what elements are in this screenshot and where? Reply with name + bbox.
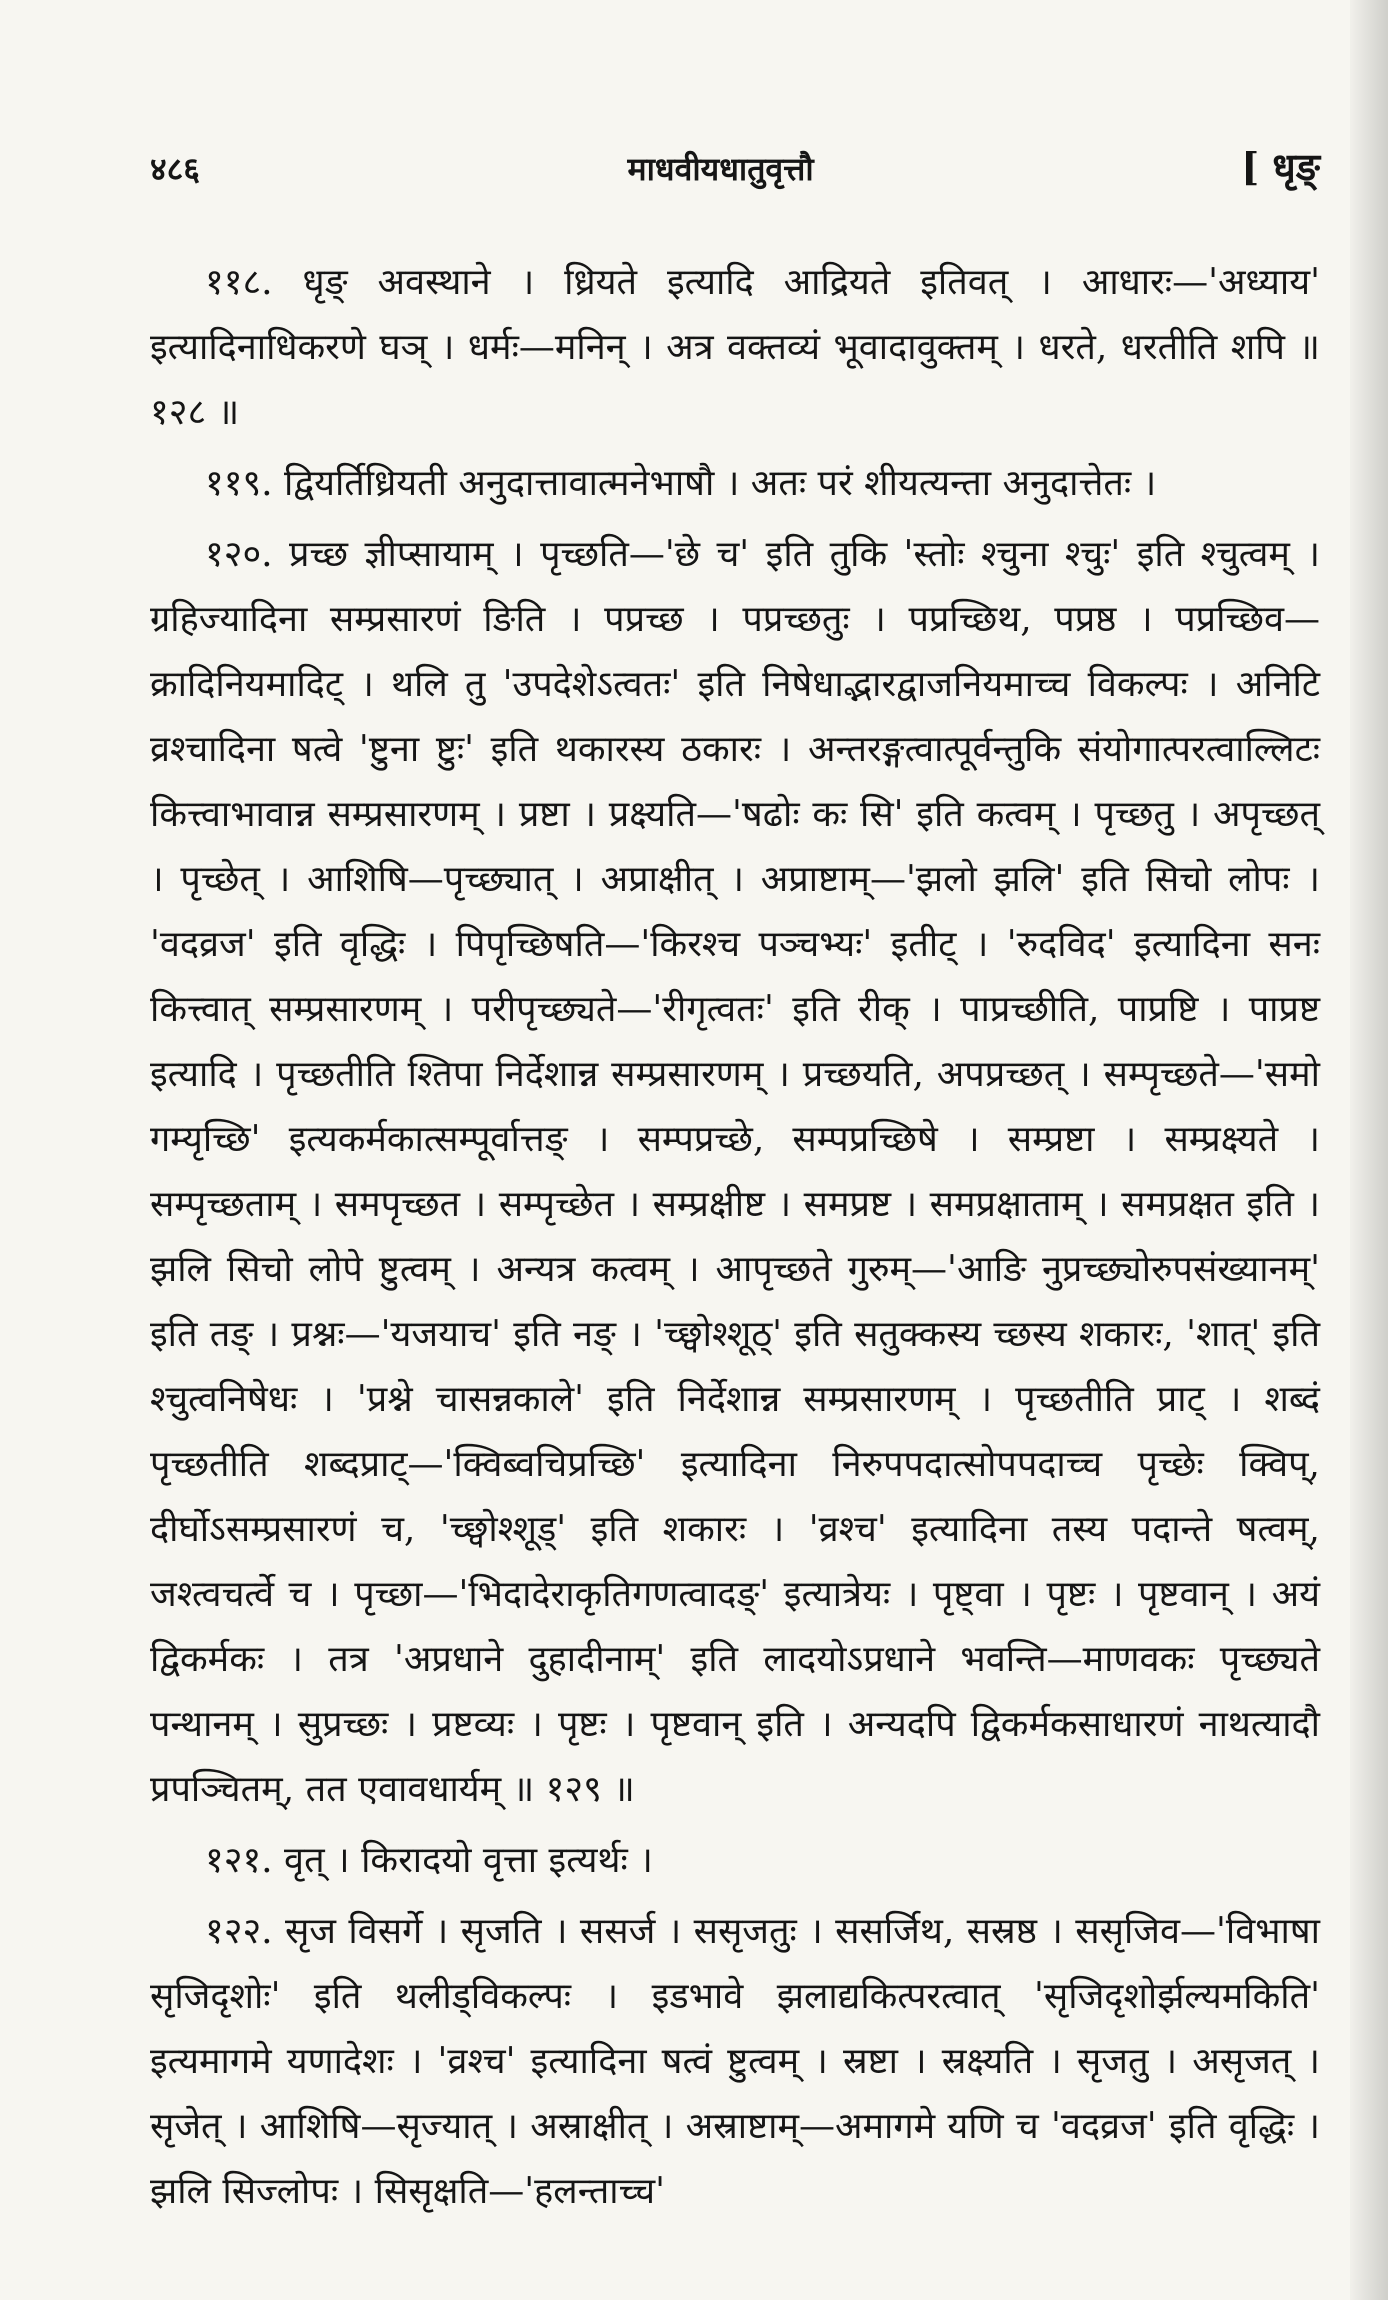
section-marker: [ धृङ् xyxy=(1241,144,1320,189)
page-edge-shadow xyxy=(1350,0,1388,2300)
paragraph-121: १२१. वृत् । किरादयो वृत्ता इत्यर्थः । xyxy=(205,1840,653,1881)
text-body xyxy=(150,250,1320,2224)
paragraph-119: ११९. द्वियर्तिध्रियती अनुदात्तावात्मनेभाषौ । अतः परं शीयत्यन्ता अनुदात्तेतः । xyxy=(205,463,1157,504)
page-number: ४८६ xyxy=(150,150,200,188)
paragraph-122: १२२. सृज विसर्गे । सृजति । ससर्ज । ससृजतुः । ससर्जिथ, सस्रष्ठ । ससृजिव—'विभाषा सृजिदृशोः' इति थलीड्विकल्पः । इडभावे झलाद्यकित्परत्वात् 'सृजिदृशोर्झल्यमकिति' इत्यमागमे यणादेशः । 'व्रश्च' इत्यादिना षत्वं ष्टुत्वम् । स्रष्टा । स्रक्ष्यति । सृजतु । असृजत् । सृजेत् । आशिषि—सृज्यात् । अस्राक्षीत् । अस्राष्टाम्—अमागमे यणि च 'वदव्रज' इति वृद्धिः । झलि सिज्लोपः । सिसृक्षति—'हलन्ताच्च' xyxy=(150,1911,1320,2212)
paragraph-120: १२०. प्रच्छ ज्ञीप्सायाम् । पृच्छति—'छे च' इति तुकि 'स्तोः श्चुना श्चुः' इति श्चुत्वम् । ग्रहिज्यादिना सम्प्रसारणं ङिति । पप्रच्छ । पप्रच्छतुः । पप्रच्छिथ, पप्रष्ठ । पप्रच्छिव—क्रादिनियमादिट् । थलि तु 'उपदेशेऽत्वतः' इति निषेधाद्भारद्वाजनियमाच्च विकल्पः । अनिटि व्रश्चादिना षत्वे 'ष्टुना ष्टुः' इति थकारस्य ठकारः । अन्तरङ्गत्वात्पूर्वन्तुकि संयोगात्परत्वाल्लिटः कित्त्वाभावान्न सम्प्रसारणम् । प्रष्टा । प्रक्ष्यति—'षढोः कः सि' इति कत्वम् । पृच्छतु । अपृच्छत् । पृच्छेत् । आशिषि—पृच्छ्यात् । अप्राक्षीत् । अप्राष्टाम्—'झलो झलि' इति सिचो लोपः । 'वदव्रज' इति वृद्धिः । पिपृच्छिषति—'किरश्च पञ्चभ्यः' इतीट् । 'रुदविद' इत्यादिना सनः कित्त्वात् सम्प्रसारणम् । परीपृच्छ्यते—'रीगृत्वतः' इति रीक् । पाप्रच्छीति, पाप्रष्टि । पाप्रष्ट इत्यादि । पृच्छतीति श्तिपा निर्देशान्न सम्प्रसारणम् । प्रच्छयति, अपप्रच्छत् । सम्पृच्छते—'समो गम्यृच्छि' इत्यकर्मकात्सम्पूर्वात्तङ् । सम्पप्रच्छे, सम्पप्रच्छिषे । सम्प्रष्टा । सम्प्रक्ष्यते । सम्पृच्छताम् । समपृच्छत । सम्पृच्छेत । सम्प्रक्षीष्ट । समप्रष्ट । समप्रक्षाताम् । समप्रक्षत इति । झलि सिचो लोपे ष्टुत्वम् । अन्यत्र कत्वम् । आपृच्छते गुरुम्—'आङि नुप्रच्छ्योरुपसंख्यानम्' इति तङ् । प्रश्नः—'यजयाच' इति नङ् । 'च्छ्वोश्शूठ्' इति सतुक्कस्य च्छस्य शकारः, 'शात्' इति श्चुत्वनिषेधः । 'प्रश्ने चासन्नकाले' इति निर्देशान्न सम्प्रसारणम् । पृच्छतीति प्राट् । शब्दं पृच्छतीति शब्दप्राट्—'क्विब्वचिप्रच्छि' इत्यादिना निरुपपदात्सोपपदाच्च पृच्छेः क्विप्, दीर्घोऽसम्प्रसारणं च, 'च्छ्वोश्शूड्' इति शकारः । 'व्रश्च' इत्यादिना तस्य पदान्ते षत्वम्, जश्त्वचर्त्वे च । पृच्छा—'भिदादेराकृतिगणत्वादङ्' इत्यात्रेयः । पृष्ट्वा । पृष्टः । पृष्टवान् । अयं द्विकर्मकः । तत्र 'अप्रधाने दुहादीनाम्' इति लादयोऽप्रधाने भवन्ति—माणवकः पृच्छ्यते पन्थानम् । सुप्रच्छः । प्रष्टव्यः । पृष्टः । पृष्टवान् इति । अन्यदपि द्विकर्मकसाधारणं नाथत्यादौ प्रपञ्चितम्, तत एवावधार्यम् ॥ १२९ ॥ xyxy=(150,534,1320,1810)
paragraph-118: ११८. धृङ् अवस्थाने । ध्रियते इत्यादि आद्रियते इतिवत् । आधारः—'अध्याय' इत्यादिनाधिकरणे घञ् । धर्मः—मनिन् । अत्र वक्तव्यं भूवादावुक्तम् । धरते, धरतीति शपि ॥ १२८ ॥ xyxy=(150,262,1320,433)
running-title: माधवीयधातुवृत्तौ xyxy=(627,150,814,188)
running-header xyxy=(150,140,1320,192)
